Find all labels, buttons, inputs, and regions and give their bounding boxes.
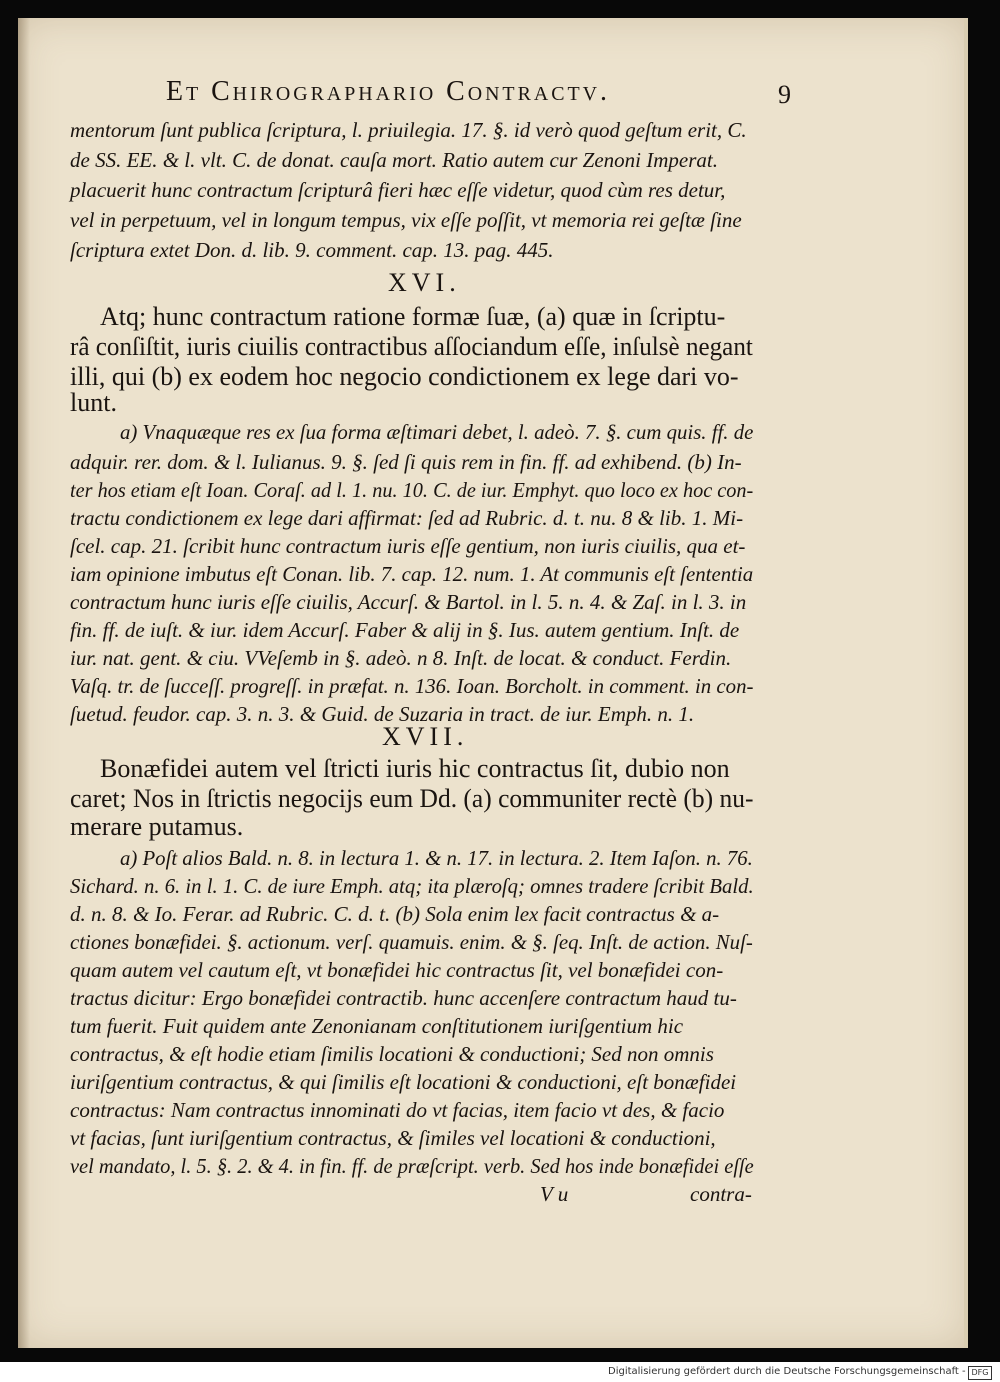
text-line: vel in perpetuum, vel in longum tempus, vix eſſe poſſit, vt memoria rei geſtæ ſine [70, 208, 742, 232]
gutter-shadow [18, 18, 30, 1348]
note-line: contractus, & eſt hodie etiam ſimilis locationi & conductioni; Sed non omnis [70, 1042, 714, 1066]
page-edge [964, 18, 968, 1348]
note-line: ctiones bonæfidei. §. actionum. verſ. quamuis. enim. & §. ſeq. Inſt. de action. Nuſ- [70, 930, 753, 954]
note-line: ſuetud. feudor. cap. 3. n. 3. & Guid. de Suzaria in tract. de iur. Emph. n. 1. [70, 702, 695, 726]
digitization-credit: Digitalisierung gefördert durch die Deutsche Forschungsgemeinschaft - [608, 1366, 966, 1377]
text-line: ſcriptura extet Don. d. lib. 9. comment. cap. 13. pag. 445. [70, 238, 554, 262]
running-head: Et Chirographario Contractv. [166, 76, 610, 107]
note-line: vel mandato, l. 5. §. 2. & 4. in fin. ff. de præſcript. verb. Sed hos inde bonæfidei eſſe [70, 1154, 754, 1178]
note-line: adquir. rer. dom. & l. Iulianus. 9. §. ſed ſi quis rem in fin. ff. ad exhibend. (b) In- [70, 450, 742, 474]
text-line: Bonæfidei autem vel ſtricti iuris hic contractus ſit, dubio non [100, 754, 730, 783]
page-number: 9 [778, 80, 791, 109]
note-line: tractus dicitur: Ergo bonæfidei contractib. hunc accenſere contractum haud tu- [70, 986, 737, 1010]
text-line: lunt. [70, 388, 117, 417]
note-line: fin. ff. de iuſt. & iur. idem Accurſ. Faber & alij in §. Ius. autem gentium. Inſt. de [70, 618, 740, 642]
note-line: ſcel. cap. 21. ſcribit hunc contractum iuris eſſe gentium, non iuris ciuilis, qua et- [70, 534, 746, 558]
note-line: contractum hunc iuris eſſe ciuilis, Accurſ. & Bartol. in l. 5. n. 4. & Zaſ. in l. 3. in [70, 590, 747, 614]
text-line: caret; Nos in ſtrictis negocijs eum Dd. (a) communiter rectè (b) nu- [70, 784, 754, 813]
text-line: Atq; hunc contractum ratione formæ ſuæ, (a) quæ in ſcriptu- [100, 302, 726, 331]
text-line: râ conſiſtit, iuris ciuilis contractibus aſſociandum eſſe, inſulsè negant [70, 332, 753, 361]
note-line: iur. nat. gent. & ciu. VVeſemb in §. adeò. n 8. Inſt. de locat. & conduct. Ferdin. [70, 646, 732, 670]
note-line: tum fuerit. Fuit quidem ante Zenonianam conſtitutionem iuriſgentium hic [70, 1014, 684, 1038]
text-line: merare putamus. [70, 812, 244, 841]
note-line: d. n. 8. & Io. Ferar. ad Rubric. C. d. t. (b) Sola enim lex facit contractus & a- [70, 902, 720, 926]
note-line: vt facias, ſunt iuriſgentium contractus, & ſimiles vel locationi & conductioni, [70, 1126, 716, 1150]
text-line: de SS. EE. & l. vlt. C. de donat. cauſa mort. Ratio autem cur Zenoni Imperat. [70, 148, 719, 172]
note-line: contractus: Nam contractus innominati do vt facias, item facio vt des, & facio [70, 1098, 725, 1122]
note-line: ter hos etiam eſt Ioan. Coraſ. ad l. 1. nu. 10. C. de iur. Emphyt. quo loco ex hoc con- [70, 478, 754, 502]
dfg-logo: DFG [968, 1366, 992, 1380]
text-line: placuerit hunc contractum ſcripturâ fieri hæc eſſe videtur, quod cùm res detur, [70, 178, 726, 202]
signature-mark: V u [540, 1182, 569, 1206]
catchword: contra- [690, 1182, 752, 1206]
section-number: XVI. [388, 268, 461, 297]
note-line: Vaſq. tr. de ſucceſſ. progreſſ. in præfat. n. 136. Ioan. Borcholt. in comment. in con- [70, 674, 754, 698]
note-line: quam autem vel cautum eſt, vt bonæfidei hic contractus ſit, vel bonæfidei con- [70, 958, 724, 982]
note-line: tractu condictionem ex lege dari affirmat: ſed ad Rubric. d. t. nu. 8 & lib. 1. Mi- [70, 506, 744, 530]
note-line: a) Vnaquæque res ex ſua forma æſtimari debet, l. adeò. 7. §. cum quis. ff. de [120, 420, 754, 444]
book-page [18, 18, 968, 1348]
note-line: iam opinione imbutus eſt Conan. lib. 7. cap. 12. num. 1. At communis eſt ſententia [70, 562, 754, 586]
note-line: Sichard. n. 6. in l. 1. C. de iure Emph. atq; ita plæroſq; omnes tradere ſcribit Bald. [70, 874, 754, 898]
note-line: iuriſgentium contractus, & qui ſimilis eſt locationi & conductioni, eſt bonæfidei [70, 1070, 737, 1094]
note-line: a) Poſt alios Bald. n. 8. in lectura 1. & n. 17. in lectura. 2. Item Iaſon. n. 76. [120, 846, 753, 870]
text-line: illi, qui (b) ex eodem hoc negocio condictionem ex lege dari vo- [70, 362, 739, 391]
text-line: mentorum ſunt publica ſcriptura, l. priuilegia. 17. §. id verò quod geſtum erit, C. [70, 118, 747, 142]
section-number: XVII. [382, 722, 469, 751]
